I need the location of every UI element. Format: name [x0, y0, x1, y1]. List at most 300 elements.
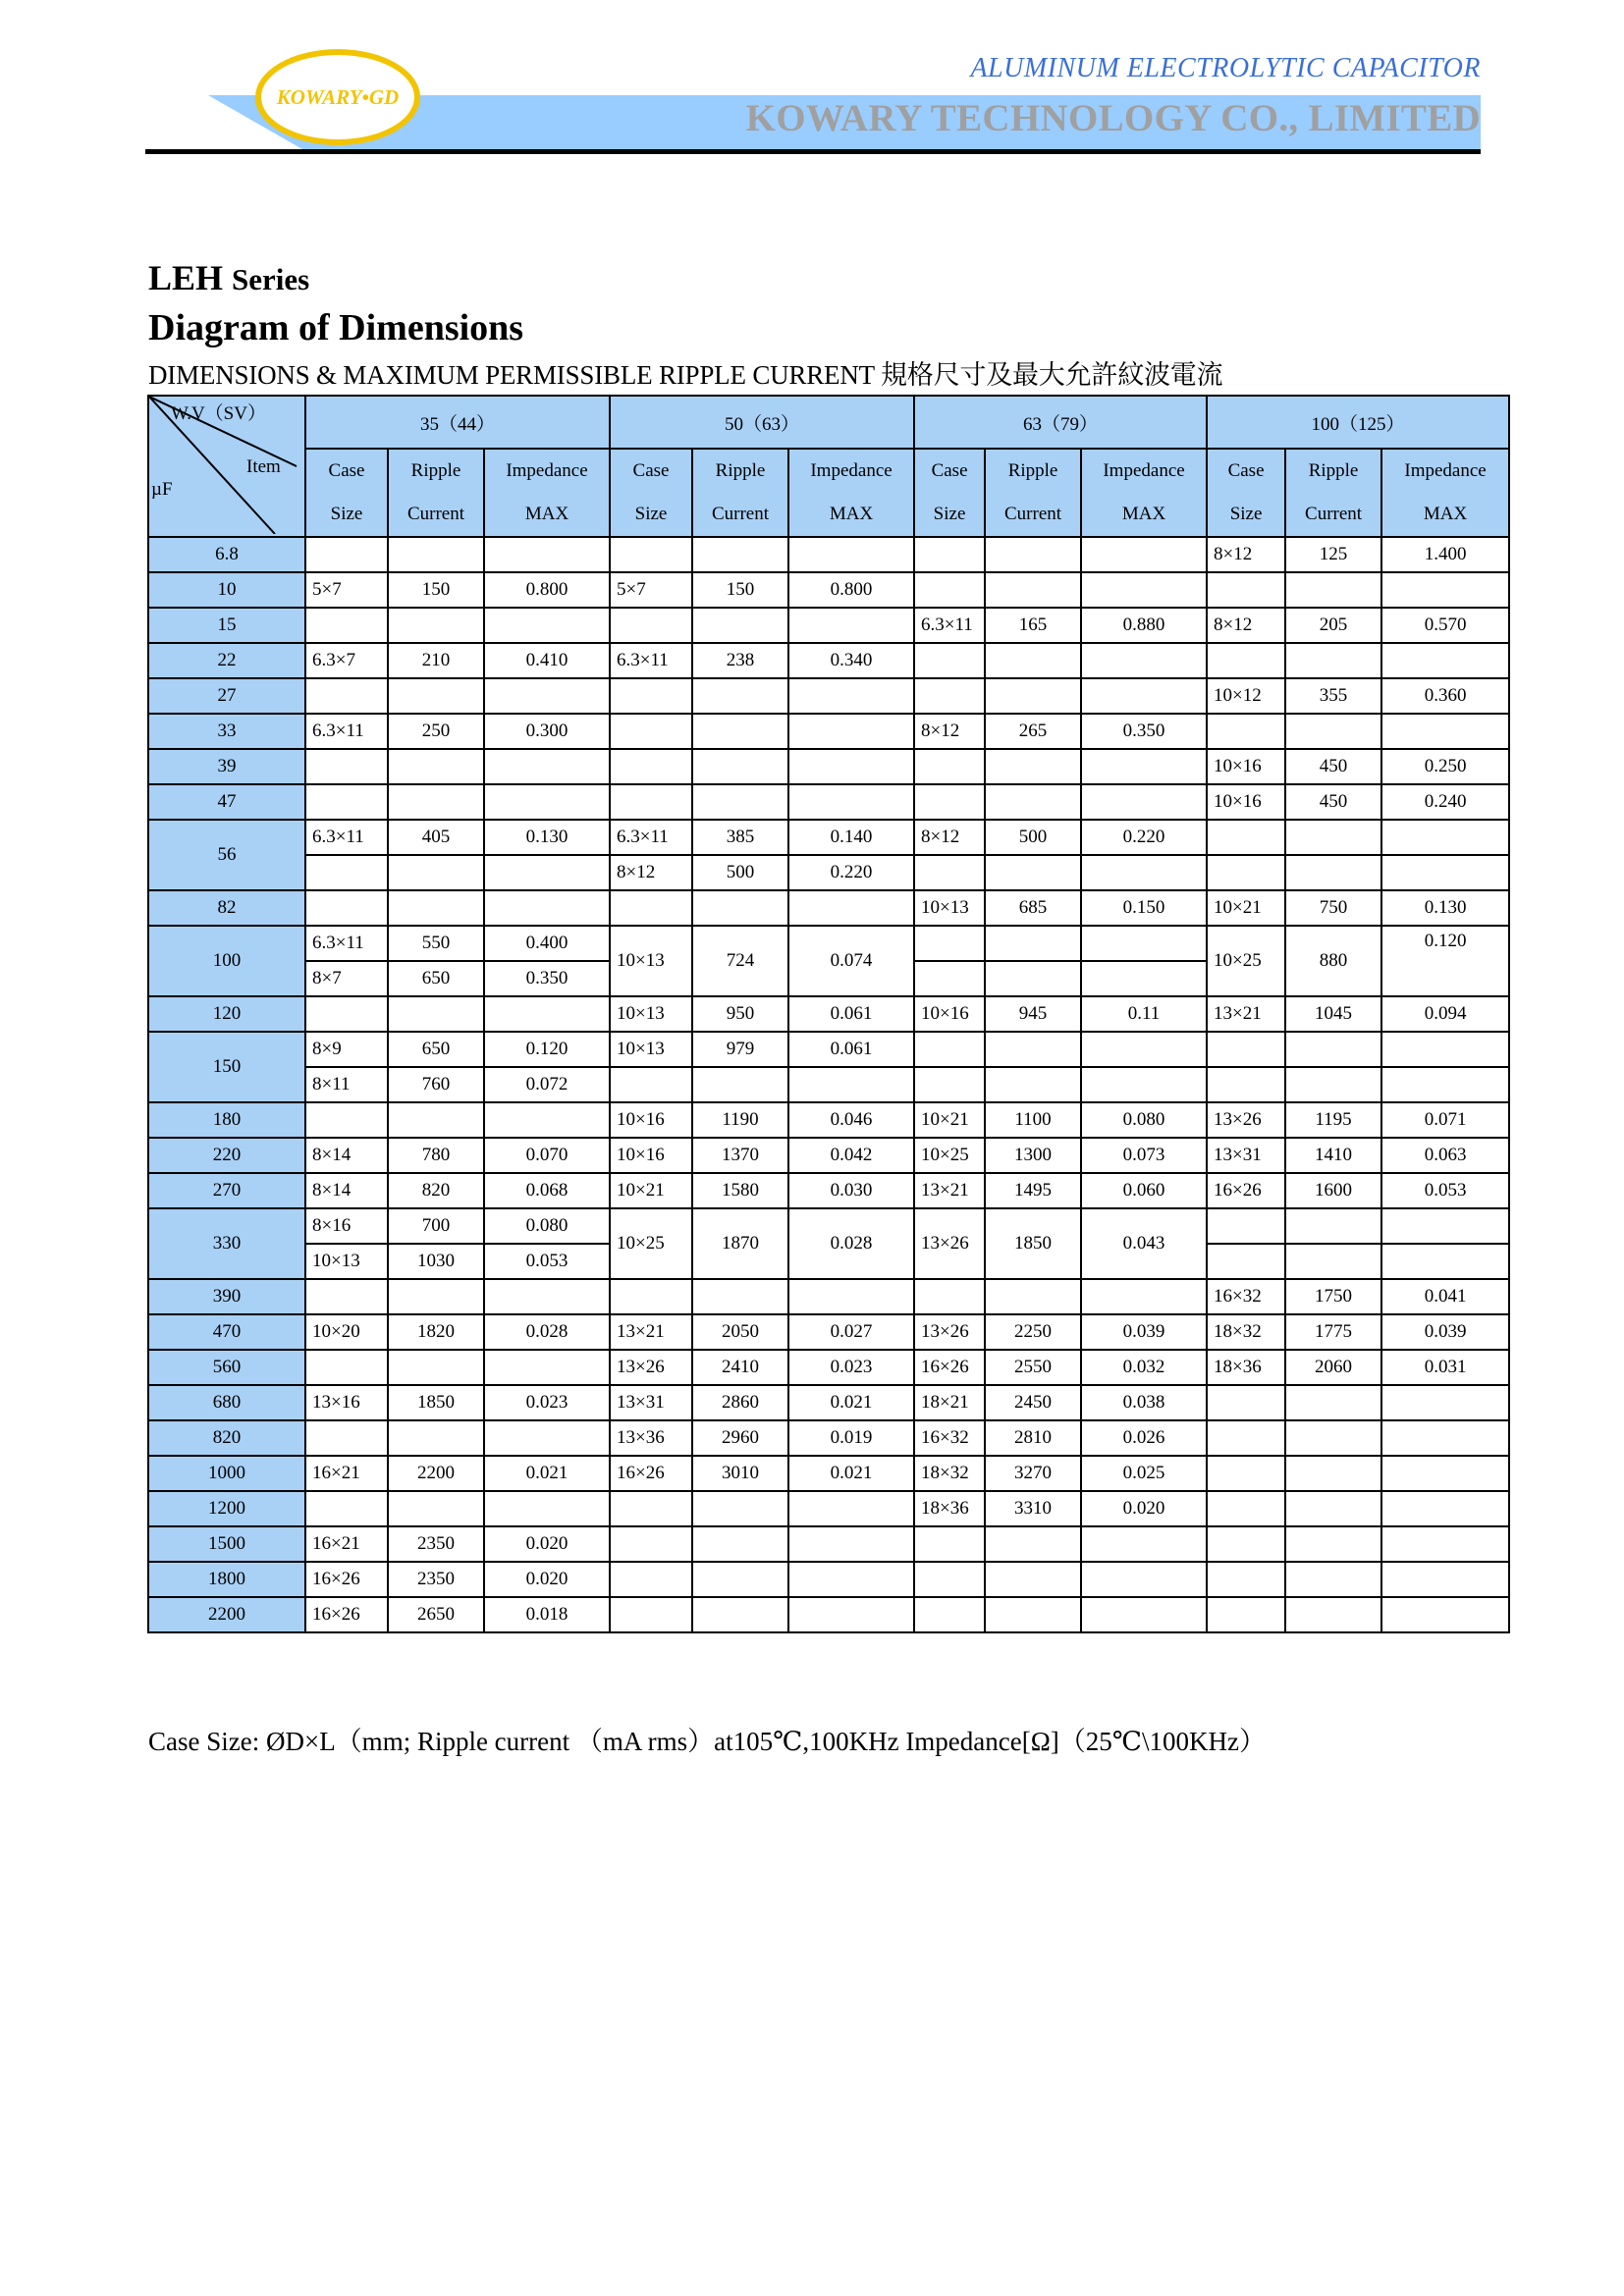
case-size-cell	[305, 996, 388, 1032]
case-size-cell: 6.3×11	[305, 820, 388, 855]
ripple-current-cell: 238	[692, 643, 788, 678]
table-row	[148, 1314, 1509, 1350]
case-size-cell	[305, 678, 388, 714]
impedance-cell	[484, 784, 610, 820]
impedance-cell	[1381, 1526, 1509, 1562]
impedance-cell: 0.023	[484, 1385, 610, 1420]
table-row	[148, 890, 1509, 926]
case-size-cell: 8×11	[305, 1067, 388, 1102]
case-size-cell: 16×26	[305, 1597, 388, 1632]
ripple-current-cell	[692, 1597, 788, 1632]
ripple-current-header	[985, 449, 1081, 537]
capacitance-cell: 15	[148, 608, 305, 643]
case-size-cell: 8×14	[305, 1138, 388, 1173]
impedance-cell	[1381, 1597, 1509, 1632]
ripple-current-cell	[692, 537, 788, 572]
impedance-cell: 0.061	[788, 1032, 914, 1067]
ripple-current-cell: 1850	[388, 1385, 484, 1420]
ripple-current-cell: 880	[1285, 926, 1381, 996]
ripple-current-header	[388, 449, 484, 537]
case-size-cell	[1207, 1420, 1285, 1456]
impedance-cell: 0.043	[1081, 1208, 1207, 1279]
impedance-cell	[1081, 643, 1207, 678]
impedance-cell	[788, 1279, 914, 1314]
case-size-cell	[914, 784, 985, 820]
impedance-cell: 0.240	[1381, 784, 1509, 820]
ripple-current-cell: 685	[985, 890, 1081, 926]
impedance-cell: 0.800	[484, 572, 610, 608]
table-row	[148, 1032, 1509, 1067]
table-row	[148, 1597, 1509, 1632]
case-size-cell	[1207, 714, 1285, 749]
table-row	[148, 608, 1509, 643]
ripple-current-cell	[1285, 855, 1381, 890]
impedance-cell: 0.094	[1381, 996, 1509, 1032]
ripple-current-cell: 2810	[985, 1420, 1081, 1456]
ripple-current-cell: 165	[985, 608, 1081, 643]
case-size-cell	[305, 749, 388, 784]
impedance-cell	[484, 1491, 610, 1526]
ripple-current-cell	[388, 784, 484, 820]
sub-header-line2: Current	[711, 504, 770, 524]
impedance-cell: 0.021	[788, 1456, 914, 1491]
table-row	[148, 1067, 1509, 1102]
impedance-cell	[1381, 1562, 1509, 1597]
case-size-cell: 13×31	[1207, 1138, 1285, 1173]
impedance-cell	[788, 784, 914, 820]
capacitance-cell: 10	[148, 572, 305, 608]
case-size-cell: 13×36	[610, 1420, 692, 1456]
voltage-group-header: 35（44）	[305, 396, 610, 449]
case-size-cell	[914, 572, 985, 608]
impedance-cell: 0.053	[484, 1244, 610, 1279]
impedance-cell: 0.120	[484, 1032, 610, 1067]
case-size-cell: 18×32	[1207, 1314, 1285, 1350]
case-size-header	[610, 449, 692, 537]
case-size-cell: 10×13	[610, 996, 692, 1032]
impedance-cell	[484, 1350, 610, 1385]
capacitance-cell: 390	[148, 1279, 305, 1314]
ripple-current-cell: 1870	[692, 1208, 788, 1279]
impedance-cell: 0.071	[1381, 1102, 1509, 1138]
case-size-cell	[610, 537, 692, 572]
case-size-cell	[1207, 1385, 1285, 1420]
corner-wv-label: W.V（SV）	[171, 403, 266, 424]
case-size-cell	[610, 678, 692, 714]
table-row	[148, 1208, 1509, 1244]
capacitance-cell: 560	[148, 1350, 305, 1385]
ripple-current-cell	[692, 749, 788, 784]
impedance-cell	[484, 890, 610, 926]
table-row	[148, 572, 1509, 608]
impedance-cell	[1381, 855, 1509, 890]
table-row	[148, 926, 1509, 961]
case-size-cell: 10×16	[610, 1138, 692, 1173]
sub-header-line1: Case	[328, 460, 365, 481]
case-size-cell: 10×16	[610, 1102, 692, 1138]
case-size-cell	[1207, 1456, 1285, 1491]
ripple-current-cell: 3270	[985, 1456, 1081, 1491]
case-size-cell: 5×7	[610, 572, 692, 608]
sub-header-line2: MAX	[1121, 504, 1166, 524]
impedance-cell	[788, 537, 914, 572]
case-size-cell	[305, 1350, 388, 1385]
case-size-cell	[305, 890, 388, 926]
impedance-cell	[484, 749, 610, 784]
impedance-cell: 0.800	[788, 572, 914, 608]
impedance-cell	[788, 714, 914, 749]
case-size-cell: 10×20	[305, 1314, 388, 1350]
ripple-current-cell: 1195	[1285, 1102, 1381, 1138]
impedance-cell: 0.350	[484, 961, 610, 996]
case-size-cell: 10×16	[1207, 784, 1285, 820]
ripple-current-cell: 500	[692, 855, 788, 890]
case-size-cell	[914, 678, 985, 714]
table-row	[148, 1526, 1509, 1562]
table-body	[148, 537, 1509, 1632]
ripple-current-cell: 205	[1285, 608, 1381, 643]
impedance-cell: 0.360	[1381, 678, 1509, 714]
sub-header-line1: Case	[1227, 460, 1265, 481]
case-size-cell: 16×32	[914, 1420, 985, 1456]
impedance-cell	[1081, 1562, 1207, 1597]
impedance-cell	[484, 1279, 610, 1314]
case-size-cell	[1207, 643, 1285, 678]
ripple-current-cell: 700	[388, 1208, 484, 1244]
table-row	[148, 714, 1509, 749]
table-row	[148, 1173, 1509, 1208]
impedance-cell: 0.041	[1381, 1279, 1509, 1314]
impedance-cell	[1381, 572, 1509, 608]
impedance-cell	[1081, 926, 1207, 961]
ripple-current-cell: 2410	[692, 1350, 788, 1385]
case-size-cell: 8×16	[305, 1208, 388, 1244]
impedance-cell: 0.021	[484, 1456, 610, 1491]
logo-text: KOWARY•GD	[276, 85, 400, 109]
impedance-cell: 0.410	[484, 643, 610, 678]
capacitance-cell: 47	[148, 784, 305, 820]
corner-uf-label: µF	[151, 479, 173, 500]
capacitance-cell: 2200	[148, 1597, 305, 1632]
impedance-cell: 0.080	[484, 1208, 610, 1244]
ripple-current-cell	[1285, 820, 1381, 855]
impedance-cell	[788, 678, 914, 714]
ripple-current-cell: 1750	[1285, 1279, 1381, 1314]
impedance-cell	[1381, 1032, 1509, 1067]
impedance-cell	[1381, 714, 1509, 749]
case-size-header	[305, 449, 388, 537]
table-row	[148, 996, 1509, 1032]
impedance-cell: 0.150	[1081, 890, 1207, 926]
case-size-cell: 8×14	[305, 1173, 388, 1208]
case-size-cell: 10×13	[610, 926, 692, 996]
case-size-cell	[610, 1491, 692, 1526]
corner-item-label: Item	[246, 456, 281, 477]
ripple-current-cell	[692, 714, 788, 749]
impedance-cell: 0.061	[788, 996, 914, 1032]
ripple-current-cell: 150	[388, 572, 484, 608]
case-size-cell: 10×16	[1207, 749, 1285, 784]
impedance-cell	[1081, 1526, 1207, 1562]
ripple-current-cell: 405	[388, 820, 484, 855]
capacitance-cell: 22	[148, 643, 305, 678]
impedance-cell: 0.028	[788, 1208, 914, 1279]
case-size-cell	[914, 926, 985, 961]
case-size-cell	[914, 537, 985, 572]
ripple-current-cell	[1285, 1420, 1381, 1456]
ripple-current-cell	[985, 678, 1081, 714]
case-size-cell: 10×25	[610, 1208, 692, 1279]
impedance-cell	[1381, 1420, 1509, 1456]
case-size-cell: 8×12	[1207, 537, 1285, 572]
ripple-current-cell: 210	[388, 643, 484, 678]
case-size-cell	[610, 1067, 692, 1102]
footnote: Case Size: ØD×L（mm; Ripple current （mA rms）at105℃,100KHz Impedance[Ω]（25℃\100KHz）	[148, 1727, 1266, 1756]
ripple-current-cell	[388, 749, 484, 784]
table-row	[148, 820, 1509, 855]
ripple-current-cell	[388, 890, 484, 926]
capacitance-cell: 33	[148, 714, 305, 749]
impedance-cell	[484, 537, 610, 572]
impedance-max-header	[1381, 449, 1509, 537]
ripple-current-cell	[1285, 1562, 1381, 1597]
ripple-current-cell	[985, 926, 1081, 961]
impedance-cell	[1081, 572, 1207, 608]
impedance-cell	[1081, 1597, 1207, 1632]
impedance-cell	[788, 1491, 914, 1526]
impedance-cell: 0.063	[1381, 1138, 1509, 1173]
sub-header-line1: Ripple	[410, 460, 461, 481]
impedance-cell	[484, 678, 610, 714]
impedance-max-header	[484, 449, 610, 537]
capacitance-cell: 220	[148, 1138, 305, 1173]
case-size-cell	[1207, 1208, 1285, 1244]
case-size-cell	[305, 1279, 388, 1314]
ripple-current-cell: 2550	[985, 1350, 1081, 1385]
table-row	[148, 643, 1509, 678]
table-row	[148, 1420, 1509, 1456]
table-row	[148, 1138, 1509, 1173]
ripple-current-cell	[692, 608, 788, 643]
diagram-title: Diagram of Dimensions	[148, 307, 524, 348]
case-size-cell	[305, 1491, 388, 1526]
ripple-current-cell	[985, 855, 1081, 890]
capacitance-cell: 820	[148, 1420, 305, 1456]
sub-header-line2: Current	[1004, 504, 1062, 524]
case-size-cell	[1207, 1562, 1285, 1597]
impedance-cell	[1381, 1244, 1509, 1279]
impedance-cell	[1381, 1208, 1509, 1244]
capacitance-cell: 39	[148, 749, 305, 784]
ripple-current-cell	[692, 1562, 788, 1597]
ripple-current-cell: 2060	[1285, 1350, 1381, 1385]
impedance-cell	[484, 1102, 610, 1138]
impedance-cell: 0.080	[1081, 1102, 1207, 1138]
case-size-cell: 13×26	[1207, 1102, 1285, 1138]
case-size-cell: 16×26	[610, 1456, 692, 1491]
impedance-cell	[788, 1562, 914, 1597]
table-corner-cell	[148, 396, 305, 537]
impedance-max-header	[1081, 449, 1207, 537]
impedance-cell	[788, 1067, 914, 1102]
ripple-current-cell: 650	[388, 961, 484, 996]
case-size-header	[914, 449, 985, 537]
case-size-cell	[1207, 1597, 1285, 1632]
case-size-cell: 8×12	[914, 820, 985, 855]
case-size-cell	[914, 1032, 985, 1067]
case-size-cell	[610, 1279, 692, 1314]
case-size-cell: 16×21	[305, 1456, 388, 1491]
case-size-cell: 16×32	[1207, 1279, 1285, 1314]
impedance-cell	[1381, 1491, 1509, 1526]
ripple-current-cell	[985, 1279, 1081, 1314]
sub-header-line2: Current	[406, 504, 465, 524]
ripple-current-cell: 1410	[1285, 1138, 1381, 1173]
impedance-cell: 0.053	[1381, 1173, 1509, 1208]
capacitance-cell: 56	[148, 820, 305, 890]
case-size-cell	[610, 1562, 692, 1597]
capacitance-cell: 180	[148, 1102, 305, 1138]
ripple-current-cell	[388, 1420, 484, 1456]
ripple-current-cell: 150	[692, 572, 788, 608]
impedance-cell: 0.072	[484, 1067, 610, 1102]
case-size-cell	[305, 1420, 388, 1456]
case-size-cell	[610, 714, 692, 749]
case-size-cell: 6.3×11	[610, 643, 692, 678]
case-size-cell	[1207, 1244, 1285, 1279]
impedance-cell	[788, 608, 914, 643]
ripple-current-cell	[1285, 572, 1381, 608]
impedance-cell: 0.020	[484, 1526, 610, 1562]
ripple-current-cell	[388, 608, 484, 643]
impedance-cell	[1081, 749, 1207, 784]
impedance-cell: 0.046	[788, 1102, 914, 1138]
ripple-current-cell: 2450	[985, 1385, 1081, 1420]
case-size-cell: 13×21	[914, 1173, 985, 1208]
table-row	[148, 1385, 1509, 1420]
impedance-cell	[788, 890, 914, 926]
case-size-cell: 18×21	[914, 1385, 985, 1420]
impedance-cell: 0.039	[1381, 1314, 1509, 1350]
impedance-cell: 0.019	[788, 1420, 914, 1456]
case-size-cell	[305, 608, 388, 643]
ripple-current-cell	[1285, 714, 1381, 749]
table-row	[148, 1456, 1509, 1491]
ripple-current-cell: 355	[1285, 678, 1381, 714]
case-size-cell: 6.3×11	[914, 608, 985, 643]
ripple-current-cell: 550	[388, 926, 484, 961]
impedance-cell: 0.060	[1081, 1173, 1207, 1208]
company-name: KOWARY TECHNOLOGY CO., LIMITED	[745, 97, 1481, 139]
table-row	[148, 1562, 1509, 1597]
ripple-current-cell	[985, 784, 1081, 820]
case-size-cell	[1207, 1526, 1285, 1562]
table-row	[148, 1279, 1509, 1314]
impedance-max-header	[788, 449, 914, 537]
impedance-cell	[484, 855, 610, 890]
ripple-current-cell	[1285, 1032, 1381, 1067]
ripple-current-cell	[985, 643, 1081, 678]
case-size-cell: 18×36	[1207, 1350, 1285, 1385]
case-size-cell: 10×13	[914, 890, 985, 926]
table-row	[148, 1350, 1509, 1385]
case-size-cell: 6.3×11	[305, 714, 388, 749]
impedance-cell: 0.140	[788, 820, 914, 855]
ripple-current-cell	[985, 1597, 1081, 1632]
ripple-current-cell: 945	[985, 996, 1081, 1032]
sub-header-line2: MAX	[1423, 504, 1468, 524]
ripple-current-cell: 1820	[388, 1314, 484, 1350]
impedance-cell	[1381, 1067, 1509, 1102]
impedance-cell	[788, 1526, 914, 1562]
ripple-current-cell	[692, 1279, 788, 1314]
case-size-cell: 8×12	[914, 714, 985, 749]
impedance-cell	[1381, 820, 1509, 855]
ripple-current-cell: 250	[388, 714, 484, 749]
voltage-group-header: 50（63）	[610, 396, 914, 449]
ripple-current-cell	[388, 678, 484, 714]
case-size-cell	[914, 1067, 985, 1102]
impedance-cell	[1381, 1456, 1509, 1491]
impedance-cell: 1.400	[1381, 537, 1509, 572]
case-size-cell	[914, 749, 985, 784]
case-size-cell	[1207, 820, 1285, 855]
case-size-cell: 6.3×11	[305, 926, 388, 961]
capacitance-cell: 150	[148, 1032, 305, 1102]
sub-header-line2: Size	[330, 504, 363, 524]
sub-header-line2: Size	[1229, 504, 1263, 524]
capacitance-cell: 1000	[148, 1456, 305, 1491]
ripple-current-cell	[985, 1067, 1081, 1102]
ripple-current-cell	[1285, 1208, 1381, 1244]
ripple-current-header	[1285, 449, 1381, 537]
impedance-cell: 0.120	[1381, 926, 1509, 996]
impedance-cell	[788, 1597, 914, 1632]
sub-header-line2: MAX	[524, 504, 569, 524]
case-size-cell: 8×7	[305, 961, 388, 996]
capacitance-cell: 680	[148, 1385, 305, 1420]
impedance-cell: 0.038	[1081, 1385, 1207, 1420]
case-size-cell	[610, 1597, 692, 1632]
ripple-current-cell	[985, 1032, 1081, 1067]
ripple-current-cell: 385	[692, 820, 788, 855]
ripple-current-cell: 950	[692, 996, 788, 1032]
sub-header-row	[148, 449, 1509, 537]
sub-header-line2: Current	[1305, 504, 1363, 524]
capacitance-cell: 6.8	[148, 537, 305, 572]
series-title	[148, 257, 309, 298]
table-caption: DIMENSIONS & MAXIMUM PERMISSIBLE RIPPLE CURRENT 規格尺寸及最大允許紋波電流	[148, 360, 1223, 390]
ripple-current-cell	[388, 996, 484, 1032]
impedance-cell: 0.074	[788, 926, 914, 996]
table-row	[148, 678, 1509, 714]
ripple-current-header	[692, 449, 788, 537]
ripple-current-cell	[388, 855, 484, 890]
ripple-current-cell: 1495	[985, 1173, 1081, 1208]
ripple-current-cell: 979	[692, 1032, 788, 1067]
ripple-current-cell: 780	[388, 1138, 484, 1173]
ripple-current-cell: 760	[388, 1067, 484, 1102]
case-size-cell: 13×26	[610, 1350, 692, 1385]
sub-header-line2: Size	[634, 504, 668, 524]
ripple-current-cell: 1045	[1285, 996, 1381, 1032]
ripple-current-cell	[1285, 1456, 1381, 1491]
ripple-current-cell	[692, 784, 788, 820]
impedance-cell: 0.068	[484, 1173, 610, 1208]
ripple-current-cell: 3010	[692, 1456, 788, 1491]
ripple-current-cell: 1580	[692, 1173, 788, 1208]
case-size-cell	[610, 1526, 692, 1562]
